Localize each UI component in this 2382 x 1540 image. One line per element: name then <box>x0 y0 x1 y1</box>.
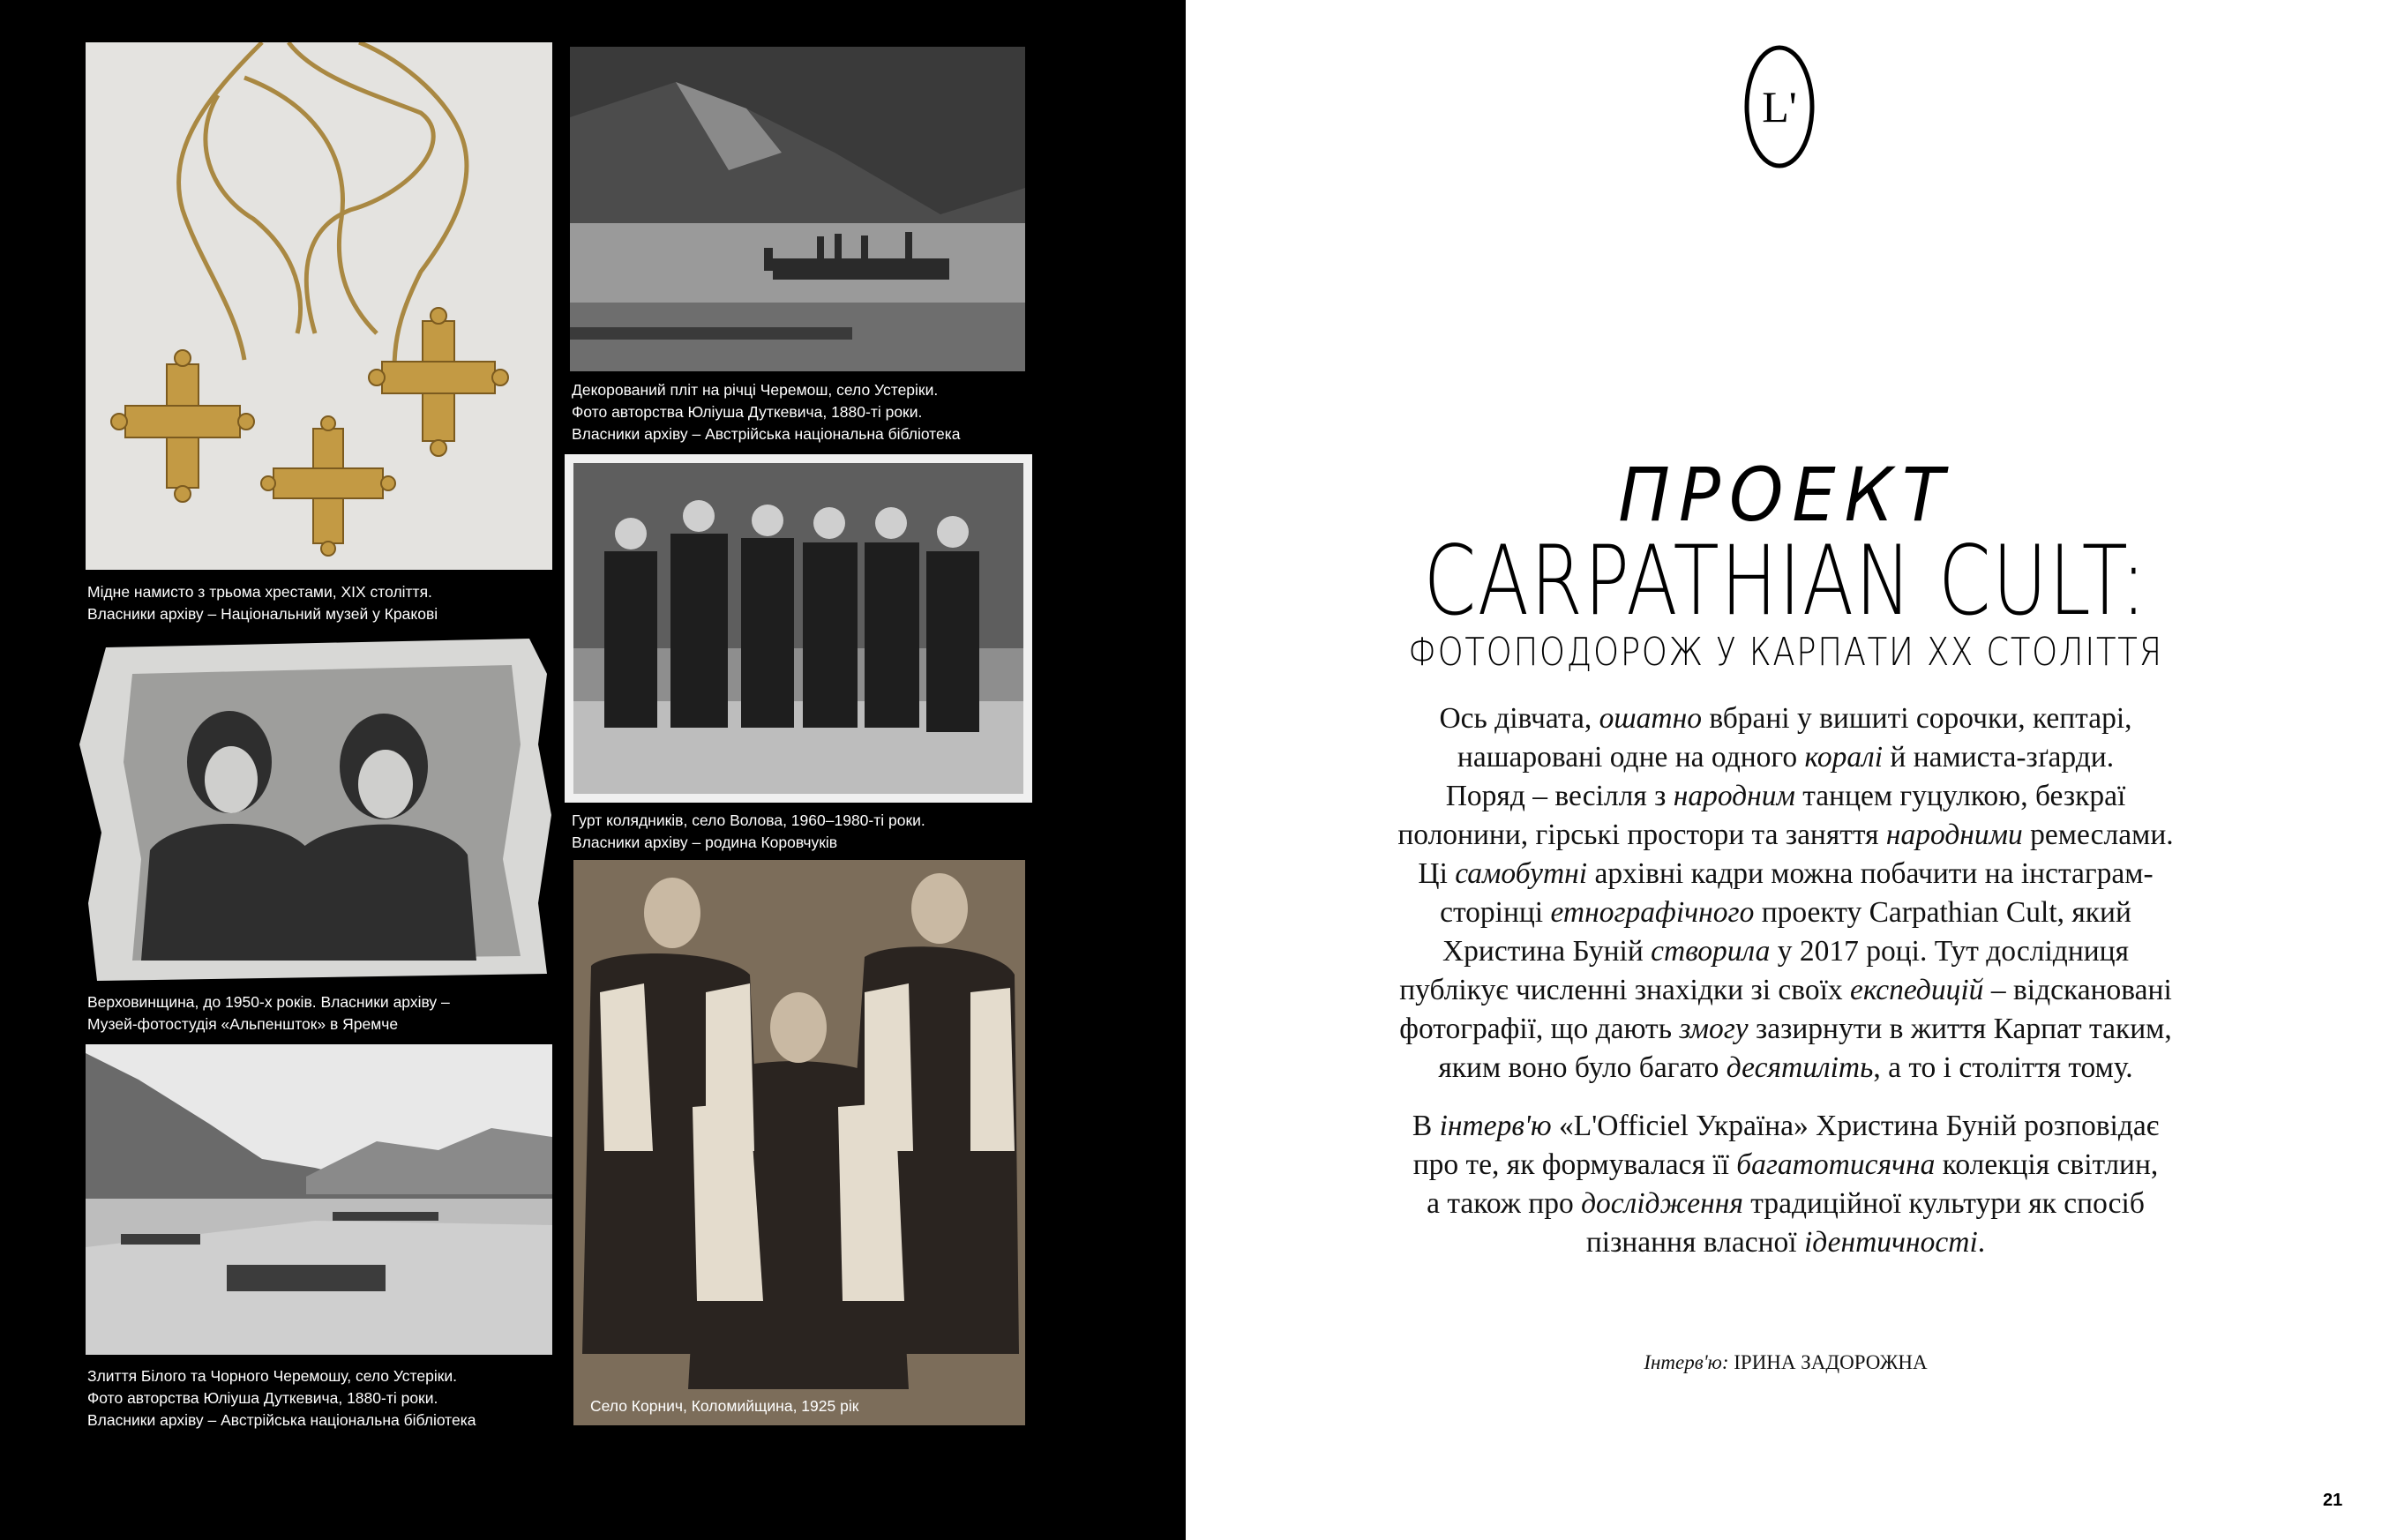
lead-line: Ці самобутні архівні кадри можна побачити на інстаграм- <box>1418 857 2154 890</box>
carolers-caption: Гурт колядників, село Волова, 1960–1980-ті роки. Власники архіву – родина Коровчуків <box>572 811 925 851</box>
lead-line: нашаровані одне на одного коралі й намиста-зґарди. <box>1457 741 2115 774</box>
lead-paragraph-1 <box>1345 699 2227 1088</box>
confluence-caption: Злиття Білого та Чорного Черемошу, село Устеріки. Фото авторства Юліуша Дуткевича, 1880-ті роки. Власники архіву – Австрійська національна бібліотека <box>87 1367 476 1429</box>
title-line-subtitle: ФОТОПОДОРОЖ У КАРПАТИ XX СТОЛІТТЯ <box>1408 630 2163 675</box>
lofficiel-logo-icon <box>1743 44 1816 169</box>
lead-line: про те, як формувалася її багатотисячна колекція світлин, <box>1412 1148 2159 1181</box>
lead-line: В інтерв'ю «L'Officiel Україна» Христина Буній розповідає <box>1412 1110 2160 1142</box>
raft-caption: Декорований пліт на річці Черемош, село Устеріки. Фото авторства Юліуша Дуткевича, 1880-ті роки. Власники архіву – Австрійська національна бібліотека <box>572 381 961 443</box>
women-caption: Село Корнич, Коломийщина, 1925 рік <box>590 1397 859 1415</box>
women-photo <box>573 860 1025 1425</box>
lead-line: пізнання власної ідентичності. <box>1585 1226 1986 1259</box>
lead-line: а також про дослідження традиційної культури як спосіб <box>1427 1187 2145 1220</box>
logo-lettering: L' <box>1762 82 1797 131</box>
lead-line: Ось дівчата, ошатно вбрані у вишиті сорочки, кептарі, <box>1439 702 2132 735</box>
lead-paragraph-2 <box>1345 1107 2227 1262</box>
title-line-carpathian-cult: CARPATHIAN CULT: <box>1423 523 2148 638</box>
carolers-photo <box>565 454 1032 803</box>
raft-photo <box>570 47 1025 371</box>
two-men-caption: Верховинщина, до 1950-х років. Власники архіву – Музей-фотостудія «Альпеншток» в Яремче <box>87 993 450 1033</box>
necklace-photo <box>86 42 552 570</box>
two-men-photo <box>79 639 556 981</box>
title-line-project: ПРОЕКТ <box>1618 452 1953 539</box>
right-page <box>1186 0 2382 1540</box>
byline <box>1345 1351 2227 1374</box>
page-number: 21 <box>2323 1491 2343 1510</box>
article-title <box>1345 452 2227 677</box>
byline-author: ІРИНА ЗАДОРОЖНА <box>1734 1351 1928 1373</box>
left-page <box>0 0 1186 1540</box>
byline-label: Інтерв'ю: <box>1644 1351 1729 1373</box>
lead-line: Поряд – весілля з народним танцем гуцулкою, безкраї <box>1445 780 2126 812</box>
lead-line: публікує численні знахідки зі своїх експедицій – відскановані <box>1399 974 2172 1006</box>
lead-line: яким воно було багато десятиліть, а то і століття тому. <box>1438 1051 2133 1084</box>
lead-line: сторінці етнографічного проекту Carpathian Cult, який <box>1440 896 2131 929</box>
lead-line: полонини, гірські простори та заняття народними ремеслами. <box>1397 819 2174 851</box>
lead-text <box>1345 699 2227 1262</box>
lead-line: фотографії, що дають змогу зазирнути в життя Карпат таким, <box>1399 1013 2172 1045</box>
lead-line: Христина Буній створила у 2017 році. Тут дослідниця <box>1442 935 2130 968</box>
confluence-photo <box>86 1044 552 1355</box>
necklace-caption: Мідне намисто з трьома хрестами, XIX століття. Власники архіву – Національний музей у Кракові <box>87 583 438 623</box>
